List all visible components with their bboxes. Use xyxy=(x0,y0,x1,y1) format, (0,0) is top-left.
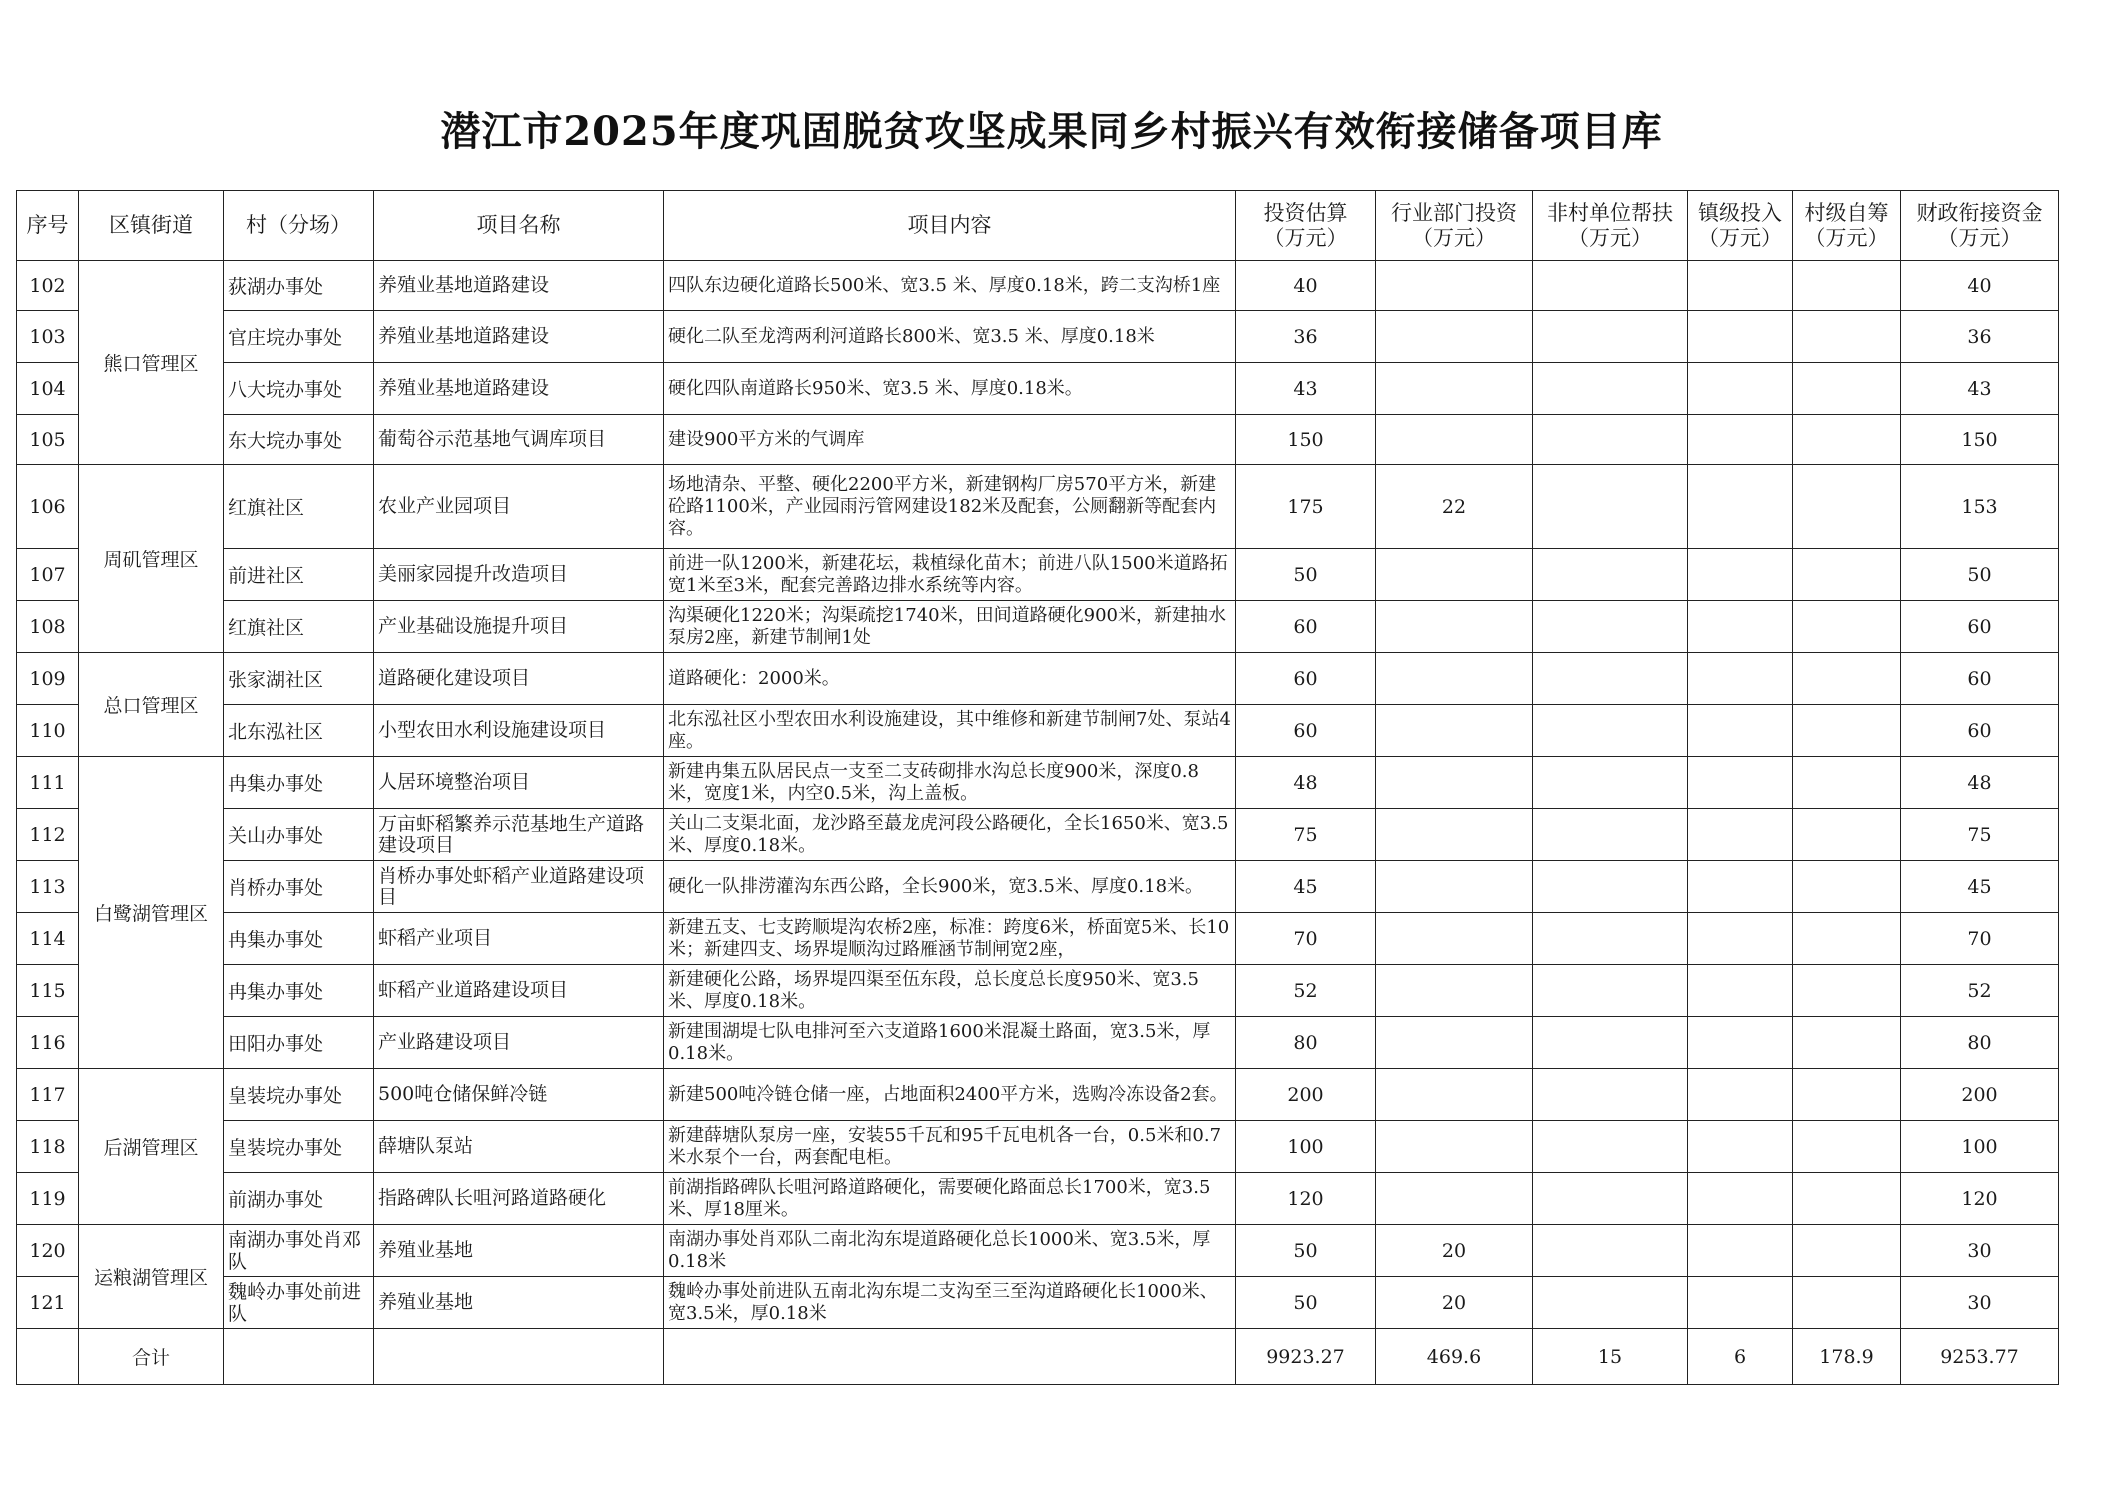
invest-cell: 50 xyxy=(1236,1277,1376,1329)
project-content-cell: 新建五支、七支跨顺堤沟农桥2座，标准：跨度6米，桥面宽5米、长10米；新建四支、场界堤顺沟过路雁涵节制闸宽2座， xyxy=(664,913,1236,965)
village-cell: 冉集办事处 xyxy=(224,965,374,1017)
village-cell: 南湖办事处肖邓队 xyxy=(224,1225,374,1277)
header-seq: 序号 xyxy=(17,191,79,261)
dept-cell: 22 xyxy=(1376,465,1533,549)
town-cell xyxy=(1688,363,1793,415)
dept-cell xyxy=(1376,1069,1533,1121)
project-name-cell: 美丽家园提升改造项目 xyxy=(374,549,664,601)
dept-cell xyxy=(1376,809,1533,861)
invest-cell: 80 xyxy=(1236,1017,1376,1069)
project-content-cell: 建设900平方米的气调库 xyxy=(664,415,1236,465)
village-self-cell xyxy=(1793,757,1901,809)
invest-cell: 100 xyxy=(1236,1121,1376,1173)
invest-cell: 52 xyxy=(1236,965,1376,1017)
village-cell: 北东泓社区 xyxy=(224,705,374,757)
district-cell: 熊口管理区 xyxy=(79,261,224,465)
village-cell: 前湖办事处 xyxy=(224,1173,374,1225)
invest-cell: 175 xyxy=(1236,465,1376,549)
total-label: 合计 xyxy=(79,1329,224,1385)
fiscal-cell: 60 xyxy=(1901,601,2059,653)
total-invest: 9923.27 xyxy=(1236,1329,1376,1385)
table-row xyxy=(17,1121,2059,1173)
project-name-cell: 养殖业基地 xyxy=(374,1277,664,1329)
village-cell: 田阳办事处 xyxy=(224,1017,374,1069)
village-cell: 冉集办事处 xyxy=(224,913,374,965)
invest-cell: 45 xyxy=(1236,861,1376,913)
invest-cell: 50 xyxy=(1236,549,1376,601)
dept-cell xyxy=(1376,261,1533,311)
project-name-cell: 葡萄谷示范基地气调库项目 xyxy=(374,415,664,465)
nonvillage-cell xyxy=(1533,1069,1688,1121)
invest-cell: 48 xyxy=(1236,757,1376,809)
nonvillage-cell xyxy=(1533,705,1688,757)
dept-cell xyxy=(1376,965,1533,1017)
seq-cell: 118 xyxy=(17,1121,79,1173)
fiscal-cell: 50 xyxy=(1901,549,2059,601)
dept-cell xyxy=(1376,861,1533,913)
table-row xyxy=(17,653,2059,705)
village-self-cell xyxy=(1793,1225,1901,1277)
project-content-cell: 新建500吨冷链仓储一座，占地面积2400平方米，选购冷冻设备2套。 xyxy=(664,1069,1236,1121)
nonvillage-cell xyxy=(1533,363,1688,415)
project-name-cell: 万亩虾稻繁养示范基地生产道路建设项目 xyxy=(374,809,664,861)
seq-cell: 110 xyxy=(17,705,79,757)
table-row xyxy=(17,601,2059,653)
fiscal-cell: 75 xyxy=(1901,809,2059,861)
project-content-cell: 场地清杂、平整、硬化2200平方米，新建钢构厂房570平方米，新建砼路1100米，产业园雨污管网建设182米及配套，公厕翻新等配套内容。 xyxy=(664,465,1236,549)
fiscal-cell: 120 xyxy=(1901,1173,2059,1225)
village-self-cell xyxy=(1793,809,1901,861)
project-name-cell: 养殖业基地道路建设 xyxy=(374,363,664,415)
total-village-self: 178.9 xyxy=(1793,1329,1901,1385)
total-village-cell xyxy=(224,1329,374,1385)
table-row xyxy=(17,1173,2059,1225)
village-cell: 肖桥办事处 xyxy=(224,861,374,913)
seq-cell: 111 xyxy=(17,757,79,809)
nonvillage-cell xyxy=(1533,1121,1688,1173)
header-district: 区镇街道 xyxy=(79,191,224,261)
district-cell: 白鹭湖管理区 xyxy=(79,757,224,1069)
project-content-cell: 硬化一队排涝灌沟东西公路，全长900米，宽3.5米、厚度0.18米。 xyxy=(664,861,1236,913)
project-name-cell: 养殖业基地 xyxy=(374,1225,664,1277)
project-name-cell: 小型农田水利设施建设项目 xyxy=(374,705,664,757)
village-cell: 八大垸办事处 xyxy=(224,363,374,415)
invest-cell: 120 xyxy=(1236,1173,1376,1225)
total-fiscal: 9253.77 xyxy=(1901,1329,2059,1385)
project-content-cell: 前进一队1200米，新建花坛，栽植绿化苗木；前进八队1500米道路拓宽1米至3米，配套完善路边排水系统等内容。 xyxy=(664,549,1236,601)
invest-cell: 60 xyxy=(1236,601,1376,653)
village-self-cell xyxy=(1793,653,1901,705)
project-name-cell: 养殖业基地道路建设 xyxy=(374,261,664,311)
village-self-cell xyxy=(1793,465,1901,549)
header-nonvillage: 非村单位帮扶 （万元） xyxy=(1533,191,1688,261)
village-self-cell xyxy=(1793,415,1901,465)
total-seq-cell xyxy=(17,1329,79,1385)
fiscal-cell: 150 xyxy=(1901,415,2059,465)
table-row xyxy=(17,1069,2059,1121)
seq-cell: 107 xyxy=(17,549,79,601)
district-cell: 总口管理区 xyxy=(79,653,224,757)
dept-cell xyxy=(1376,653,1533,705)
project-table xyxy=(16,190,2059,1385)
project-name-cell: 道路硬化建设项目 xyxy=(374,653,664,705)
seq-cell: 106 xyxy=(17,465,79,549)
fiscal-cell: 43 xyxy=(1901,363,2059,415)
town-cell xyxy=(1688,757,1793,809)
nonvillage-cell xyxy=(1533,1173,1688,1225)
project-name-cell: 指路碑队长咀河路道路硬化 xyxy=(374,1173,664,1225)
fiscal-cell: 153 xyxy=(1901,465,2059,549)
invest-cell: 43 xyxy=(1236,363,1376,415)
village-self-cell xyxy=(1793,311,1901,363)
invest-cell: 75 xyxy=(1236,809,1376,861)
seq-cell: 103 xyxy=(17,311,79,363)
village-self-cell xyxy=(1793,1017,1901,1069)
invest-cell: 150 xyxy=(1236,415,1376,465)
village-cell: 张家湖社区 xyxy=(224,653,374,705)
seq-cell: 113 xyxy=(17,861,79,913)
fiscal-cell: 45 xyxy=(1901,861,2059,913)
nonvillage-cell xyxy=(1533,601,1688,653)
page-title: 潜江市2025年度巩固脱贫攻坚成果同乡村振兴有效衔接储备项目库 xyxy=(440,108,1663,155)
header-dept: 行业部门投资 （万元） xyxy=(1376,191,1533,261)
village-cell: 荻湖办事处 xyxy=(224,261,374,311)
total-dept: 469.6 xyxy=(1376,1329,1533,1385)
table-row xyxy=(17,1017,2059,1069)
town-cell xyxy=(1688,1069,1793,1121)
header-village-self: 村级自筹 （万元） xyxy=(1793,191,1901,261)
nonvillage-cell xyxy=(1533,653,1688,705)
invest-cell: 36 xyxy=(1236,311,1376,363)
village-cell: 东大垸办事处 xyxy=(224,415,374,465)
project-content-cell: 前湖指路碑队长咀河路道路硬化，需要硬化路面总长1700米，宽3.5米、厚18厘米。 xyxy=(664,1173,1236,1225)
dept-cell xyxy=(1376,311,1533,363)
project-content-cell: 新建薛塘队泵房一座，安装55千瓦和95千瓦电机各一台，0.5米和0.7米水泵个一台，两套配电柜。 xyxy=(664,1121,1236,1173)
fiscal-cell: 30 xyxy=(1901,1277,2059,1329)
seq-cell: 105 xyxy=(17,415,79,465)
total-town: 6 xyxy=(1688,1329,1793,1385)
fiscal-cell: 70 xyxy=(1901,913,2059,965)
nonvillage-cell xyxy=(1533,465,1688,549)
village-cell: 红旗社区 xyxy=(224,465,374,549)
nonvillage-cell xyxy=(1533,1017,1688,1069)
project-content-cell: 关山二支渠北面，龙沙路至蕞龙虎河段公路硬化，全长1650米、宽3.5米、厚度0.18米。 xyxy=(664,809,1236,861)
town-cell xyxy=(1688,601,1793,653)
town-cell xyxy=(1688,1017,1793,1069)
village-self-cell xyxy=(1793,861,1901,913)
header-content: 项目内容 xyxy=(664,191,1236,261)
village-cell: 魏岭办事处前进队 xyxy=(224,1277,374,1329)
village-self-cell xyxy=(1793,705,1901,757)
invest-cell: 200 xyxy=(1236,1069,1376,1121)
project-content-cell: 硬化二队至龙湾两利河道路长800米、宽3.5 米、厚度0.18米 xyxy=(664,311,1236,363)
project-content-cell: 硬化四队南道路长950米、宽3.5 米、厚度0.18米。 xyxy=(664,363,1236,415)
header-invest: 投资估算 （万元） xyxy=(1236,191,1376,261)
project-name-cell: 虾稻产业项目 xyxy=(374,913,664,965)
nonvillage-cell xyxy=(1533,1225,1688,1277)
village-self-cell xyxy=(1793,1173,1901,1225)
seq-cell: 115 xyxy=(17,965,79,1017)
village-cell: 关山办事处 xyxy=(224,809,374,861)
table-row xyxy=(17,261,2059,311)
dept-cell xyxy=(1376,601,1533,653)
fiscal-cell: 100 xyxy=(1901,1121,2059,1173)
fiscal-cell: 40 xyxy=(1901,261,2059,311)
table-row xyxy=(17,705,2059,757)
seq-cell: 119 xyxy=(17,1173,79,1225)
project-content-cell: 新建冉集五队居民点一支至二支砖砌排水沟总长度900米，深度0.8米，宽度1米，内空0.5米，沟上盖板。 xyxy=(664,757,1236,809)
seq-cell: 121 xyxy=(17,1277,79,1329)
district-cell: 周矶管理区 xyxy=(79,465,224,653)
total-content-cell xyxy=(664,1329,1236,1385)
dept-cell xyxy=(1376,1173,1533,1225)
invest-cell: 40 xyxy=(1236,261,1376,311)
fiscal-cell: 80 xyxy=(1901,1017,2059,1069)
header-village: 村（分场） xyxy=(224,191,374,261)
dept-cell xyxy=(1376,363,1533,415)
dept-cell xyxy=(1376,1121,1533,1173)
town-cell xyxy=(1688,913,1793,965)
village-self-cell xyxy=(1793,1277,1901,1329)
table-row xyxy=(17,965,2059,1017)
seq-cell: 112 xyxy=(17,809,79,861)
nonvillage-cell xyxy=(1533,913,1688,965)
village-self-cell xyxy=(1793,363,1901,415)
seq-cell: 120 xyxy=(17,1225,79,1277)
town-cell xyxy=(1688,1277,1793,1329)
total-name-cell xyxy=(374,1329,664,1385)
fiscal-cell: 52 xyxy=(1901,965,2059,1017)
nonvillage-cell xyxy=(1533,311,1688,363)
table-row xyxy=(17,1225,2059,1277)
dept-cell xyxy=(1376,1017,1533,1069)
seq-cell: 114 xyxy=(17,913,79,965)
town-cell xyxy=(1688,1173,1793,1225)
project-name-cell: 农业产业园项目 xyxy=(374,465,664,549)
dept-cell xyxy=(1376,705,1533,757)
table-row xyxy=(17,809,2059,861)
village-self-cell xyxy=(1793,1121,1901,1173)
invest-cell: 50 xyxy=(1236,1225,1376,1277)
project-content-cell: 新建围湖堤七队电排河至六支道路1600米混凝土路面，宽3.5米，厚0.18米。 xyxy=(664,1017,1236,1069)
nonvillage-cell xyxy=(1533,415,1688,465)
town-cell xyxy=(1688,311,1793,363)
village-cell: 皇装垸办事处 xyxy=(224,1121,374,1173)
seq-cell: 104 xyxy=(17,363,79,415)
village-self-cell xyxy=(1793,1069,1901,1121)
town-cell xyxy=(1688,653,1793,705)
seq-cell: 117 xyxy=(17,1069,79,1121)
nonvillage-cell xyxy=(1533,1277,1688,1329)
table-row xyxy=(17,465,2059,549)
project-name-cell: 薛塘队泵站 xyxy=(374,1121,664,1173)
header-town: 镇级投入 （万元） xyxy=(1688,191,1793,261)
dept-cell xyxy=(1376,757,1533,809)
project-name-cell: 虾稻产业道路建设项目 xyxy=(374,965,664,1017)
seq-cell: 102 xyxy=(17,261,79,311)
project-content-cell: 北东泓社区小型农田水利设施建设，其中维修和新建节制闸7处、泵站4座。 xyxy=(664,705,1236,757)
table-row xyxy=(17,415,2059,465)
fiscal-cell: 30 xyxy=(1901,1225,2059,1277)
village-cell: 前进社区 xyxy=(224,549,374,601)
seq-cell: 109 xyxy=(17,653,79,705)
district-cell: 后湖管理区 xyxy=(79,1069,224,1225)
invest-cell: 70 xyxy=(1236,913,1376,965)
town-cell xyxy=(1688,415,1793,465)
village-self-cell xyxy=(1793,261,1901,311)
project-name-cell: 肖桥办事处虾稻产业道路建设项目 xyxy=(374,861,664,913)
project-content-cell: 新建硬化公路，场界堤四渠至伍东段，总长度总长度950米、宽3.5米、厚度0.18米。 xyxy=(664,965,1236,1017)
village-self-cell xyxy=(1793,965,1901,1017)
town-cell xyxy=(1688,1121,1793,1173)
project-content-cell: 道路硬化：2000米。 xyxy=(664,653,1236,705)
project-content-cell: 沟渠硬化1220米；沟渠疏挖1740米，田间道路硬化900米，新建抽水泵房2座，新建节制闸1处 xyxy=(664,601,1236,653)
total-nonvillage: 15 xyxy=(1533,1329,1688,1385)
header-row xyxy=(17,191,2059,261)
project-name-cell: 养殖业基地道路建设 xyxy=(374,311,664,363)
dept-cell xyxy=(1376,415,1533,465)
fiscal-cell: 48 xyxy=(1901,757,2059,809)
town-cell xyxy=(1688,705,1793,757)
dept-cell: 20 xyxy=(1376,1225,1533,1277)
header-fiscal: 财政衔接资金 （万元） xyxy=(1901,191,2059,261)
seq-cell: 108 xyxy=(17,601,79,653)
table-row xyxy=(17,913,2059,965)
table-row xyxy=(17,311,2059,363)
dept-cell xyxy=(1376,913,1533,965)
fiscal-cell: 60 xyxy=(1901,705,2059,757)
dept-cell xyxy=(1376,549,1533,601)
project-name-cell: 产业基础设施提升项目 xyxy=(374,601,664,653)
nonvillage-cell xyxy=(1533,861,1688,913)
nonvillage-cell xyxy=(1533,261,1688,311)
district-cell: 运粮湖管理区 xyxy=(79,1225,224,1329)
dept-cell: 20 xyxy=(1376,1277,1533,1329)
project-name-cell: 人居环境整治项目 xyxy=(374,757,664,809)
village-cell: 冉集办事处 xyxy=(224,757,374,809)
village-cell: 官庄垸办事处 xyxy=(224,311,374,363)
fiscal-cell: 200 xyxy=(1901,1069,2059,1121)
fiscal-cell: 36 xyxy=(1901,311,2059,363)
table-row xyxy=(17,1277,2059,1329)
town-cell xyxy=(1688,861,1793,913)
village-self-cell xyxy=(1793,601,1901,653)
nonvillage-cell xyxy=(1533,809,1688,861)
nonvillage-cell xyxy=(1533,757,1688,809)
nonvillage-cell xyxy=(1533,965,1688,1017)
invest-cell: 60 xyxy=(1236,705,1376,757)
fiscal-cell: 60 xyxy=(1901,653,2059,705)
village-self-cell xyxy=(1793,549,1901,601)
town-cell xyxy=(1688,261,1793,311)
village-cell: 红旗社区 xyxy=(224,601,374,653)
table-row xyxy=(17,861,2059,913)
table-row xyxy=(17,549,2059,601)
town-cell xyxy=(1688,549,1793,601)
project-content-cell: 四队东边硬化道路长500米、宽3.5 米、厚度0.18米，跨二支沟桥1座 xyxy=(664,261,1236,311)
village-self-cell xyxy=(1793,913,1901,965)
town-cell xyxy=(1688,1225,1793,1277)
project-content-cell: 魏岭办事处前进队五南北沟东堤二支沟至三至沟道路硬化长1000米、宽3.5米，厚0.18米 xyxy=(664,1277,1236,1329)
table-row xyxy=(17,757,2059,809)
total-row xyxy=(17,1329,2059,1385)
project-name-cell: 产业路建设项目 xyxy=(374,1017,664,1069)
header-name: 项目名称 xyxy=(374,191,664,261)
town-cell xyxy=(1688,465,1793,549)
town-cell xyxy=(1688,965,1793,1017)
project-name-cell: 500吨仓储保鲜冷链 xyxy=(374,1069,664,1121)
invest-cell: 60 xyxy=(1236,653,1376,705)
project-content-cell: 南湖办事处肖邓队二南北沟东堤道路硬化总长1000米、宽3.5米，厚0.18米 xyxy=(664,1225,1236,1277)
seq-cell: 116 xyxy=(17,1017,79,1069)
nonvillage-cell xyxy=(1533,549,1688,601)
village-cell: 皇装垸办事处 xyxy=(224,1069,374,1121)
table-row xyxy=(17,363,2059,415)
town-cell xyxy=(1688,809,1793,861)
